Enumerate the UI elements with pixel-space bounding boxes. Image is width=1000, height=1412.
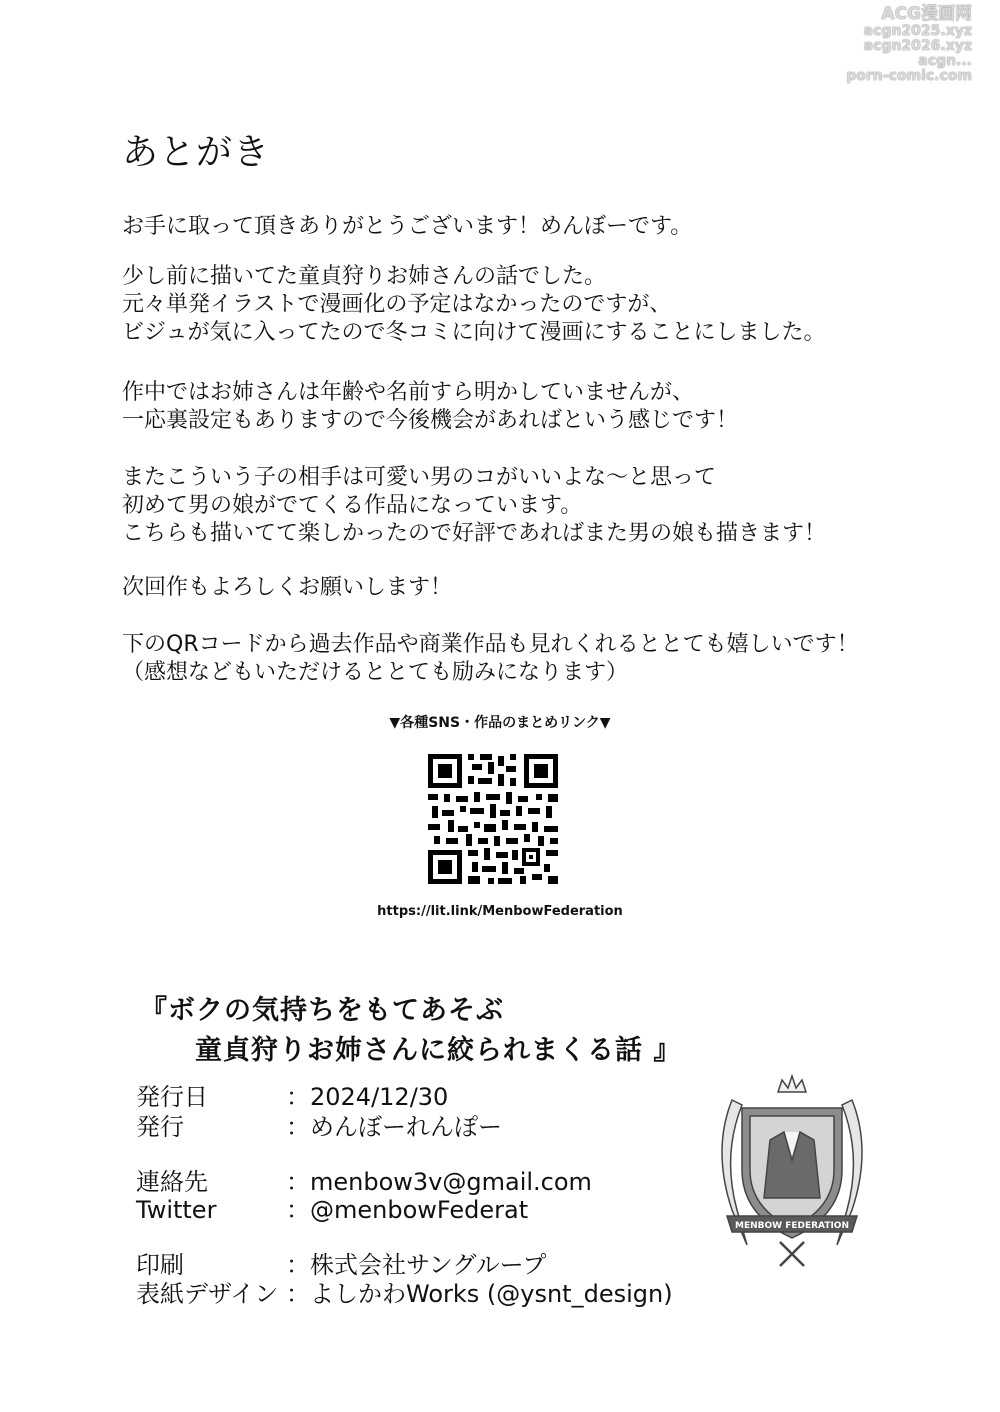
colophon-value: ：よしかわWorks (@ysnt_design): [286, 1280, 673, 1308]
federation-emblem-logo: [712, 1070, 872, 1270]
colophon-row-publisher: [136, 1107, 502, 1142]
colophon-label: 発行: [136, 1113, 184, 1141]
colophon-label: 印刷: [136, 1251, 184, 1279]
colophon-value[interactable]: ：@menbowFederat: [286, 1196, 529, 1224]
paragraph-line: お手に取って頂きありがとうございます！めんぼーです。: [122, 214, 693, 239]
paragraph-line: 下のQRコードから過去作品や商業作品も見れくれるととても嬉しいです！: [122, 632, 859, 657]
emblem-banner-text: MENBOW FEDERATION: [735, 1221, 849, 1231]
paragraph-line: こちらも描いてて楽しかったので好評であればまた男の娘も描きます！: [122, 521, 827, 546]
colophon-value: ：2024/12/30: [286, 1083, 449, 1111]
page-title: あとがき: [122, 132, 271, 173]
paragraph-line: 作中ではお姉さんは年齢や名前すら明かしていませんが、: [122, 380, 695, 405]
paragraph-line: 元々単発イラストで漫画化の予定はなかったのですが、: [122, 292, 672, 317]
paragraph-line: 一応裏設定もありますので今後機会があればという感じです！: [122, 408, 739, 433]
paragraph-line: 少し前に描いてた童貞狩りお姉さんの話でした。: [122, 264, 607, 289]
paragraph-line: 初めて男の娘がでてくる作品になっています。: [122, 493, 583, 518]
paragraph-line: またこういう子の相手は可愛い男のコがいいよな～と思って: [122, 465, 717, 490]
colophon-label: 発行日: [136, 1083, 208, 1111]
qr-caption: ▼各種SNS・作品のまとめリンク▼: [389, 715, 611, 731]
colophon-value: ：株式会社サングループ: [286, 1251, 547, 1279]
qr-url[interactable]: https://lit.link/MenbowFederation: [377, 904, 623, 919]
paragraph-greeting: [122, 213, 692, 241]
paragraph-qr-note: [122, 631, 859, 687]
colophon-row-cover-design: [136, 1274, 673, 1309]
paragraph-next: [122, 574, 452, 602]
colophon-label: 表紙デザイン: [136, 1280, 279, 1308]
paragraph-story: [122, 263, 826, 347]
paragraph-line: 次回作もよろしくお願いします！: [122, 575, 453, 600]
book-title-line-1: 『ボクの気持ちをもてあそぶ: [140, 995, 504, 1026]
colophon-value: ：めんぼーれんぽー: [286, 1113, 502, 1141]
paragraph-line: ビジュが気に入ってたので冬コミに向けて漫画にすることにしました。: [122, 320, 826, 345]
book-title-line-2: 童貞狩りお姉さんに絞られまくる話 』: [195, 1035, 682, 1066]
watermark-line: acgn2025.xyz: [863, 23, 972, 39]
colophon-value[interactable]: ：menbow3v@gmail.com: [286, 1168, 592, 1196]
qr-code[interactable]: [426, 752, 560, 886]
watermark-line: acgn...: [918, 53, 972, 69]
watermark-line: ACG漫画网: [881, 4, 972, 24]
paragraph-line: （感想などもいただけるととても励みになります）: [122, 660, 629, 685]
colophon-row-twitter: [136, 1190, 528, 1225]
paragraph-setting: [122, 379, 738, 435]
paragraph-character: [122, 464, 826, 548]
colophon-label: 連絡先: [136, 1168, 208, 1196]
watermark-line: porn-comic.com: [846, 68, 972, 84]
watermark-line: acgn2026.xyz: [863, 38, 972, 54]
colophon-label: Twitter: [136, 1196, 217, 1224]
watermark: [846, 4, 972, 84]
